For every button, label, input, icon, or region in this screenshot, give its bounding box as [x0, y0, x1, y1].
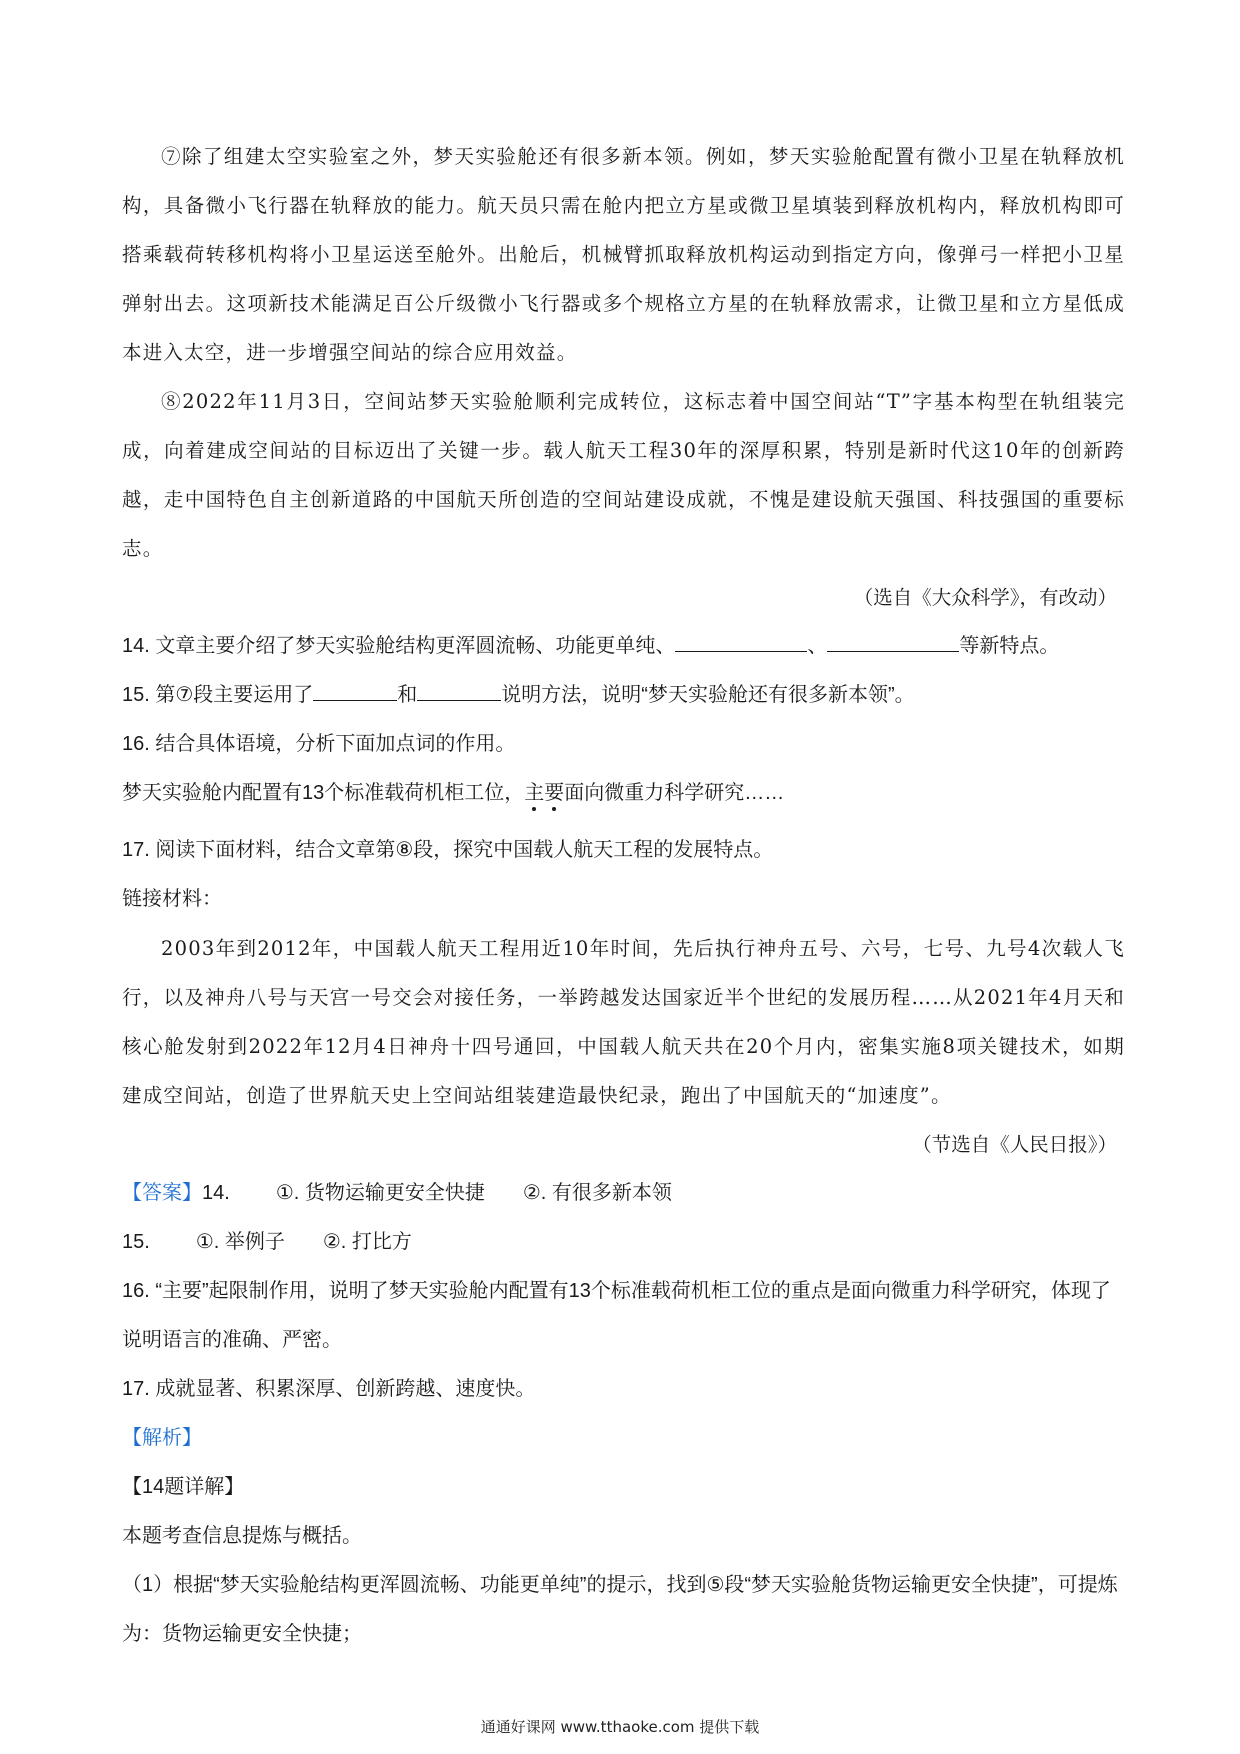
answer-blank-14-2 [827, 629, 959, 652]
dotted-char-1: 主 [524, 782, 545, 804]
answer-blank-14-1 [675, 629, 807, 652]
answer-blank-15-1 [313, 678, 397, 701]
question-16-quote [122, 769, 1125, 818]
answer-15 [122, 1218, 1125, 1267]
answer-15-item-2: ②. 打比方 [322, 1231, 412, 1253]
answer-15-num: 15. [122, 1231, 150, 1253]
link-material-label: 链接材料： [122, 888, 222, 910]
analysis-item-1: （1）根据“梦天实验舱结构更浑圆流畅、功能更单纯”的提示，找到⑤段“梦天实验舱货物运输更安全快捷”，可提炼为：货物运输更安全快捷； [122, 1574, 1118, 1645]
answer-17: 17. 成就显著、积累深厚、创新跨越、速度快。 [122, 1378, 536, 1400]
question-14-separator: 、 [807, 635, 828, 657]
quote-text-b: 面向微重力科学研究…… [564, 782, 785, 804]
answer-14-item-1: ①. 货物运输更安全快捷 [275, 1182, 485, 1204]
answer-blank-15-2 [417, 678, 501, 701]
page-footer: 通通好课网 www.tthaoke.com 提供下载 [480, 1718, 760, 1736]
question-15 [122, 671, 1125, 720]
question-17: 17. 阅读下面材料，结合文章第⑧段，探究中国载人航天工程的发展特点。 [122, 839, 774, 861]
paragraph-8: ⑧2022年11月3日，空间站梦天实验舱顺利完成转位，这标志着中国空间站“T”字基本构型在轨组装完成，向着建成空间站的目标迈出了关键一步。载人航天工程30年的深厚积累，特别是新时代这10年的创新跨越，走中国特色自主创新道路的中国航天所创造的空间站建设成就，不愧是建设航天强国、科技强国的重要标志。 [122, 390, 1125, 560]
article-source: （选自《大众科学》，有改动） [853, 586, 1117, 609]
analysis-heading-14: 【14题详解】 [122, 1476, 245, 1498]
question-15-text-mid: 和 [397, 684, 418, 706]
analysis-intro: 本题考查信息提炼与概括。 [122, 1525, 362, 1547]
answer-15-item-1: ①. 举例子 [195, 1231, 285, 1253]
paragraph-7: ⑦除了组建太空实验室之外，梦天实验舱还有很多新本领。例如，梦天实验舱配置有微小卫星在轨释放机构，具备微小飞行器在轨释放的能力。航天员只需在舱内把立方星或微卫星填装到释放机构内，释放机构即可搭乘载荷转移机构将小卫星运送至舱外。出舱后，机械臂抓取释放机构运动到指定方向，像弹弓一样把小卫星弹射出去。这项新技术能满足百公斤级微小飞行器或多个规格立方星的在轨释放需求，让微卫星和立方星低成本进入太空，进一步增强空间站的综合应用效益。 [122, 145, 1125, 364]
answer-14-item-2: ②. 有很多新本领 [522, 1182, 672, 1204]
answer-14-num: 14. [202, 1182, 230, 1204]
question-14-text-a: 14. 文章主要介绍了梦天实验舱结构更浑圆流畅、功能更单纯、 [122, 635, 676, 657]
link-material-source: （节选自《人民日报》） [912, 1133, 1117, 1156]
answer-tag: 【答案】 [122, 1182, 202, 1204]
dotted-char-2: 要 [544, 782, 565, 804]
question-14 [122, 622, 1125, 671]
question-16: 16. 结合具体语境，分析下面加点词的作用。 [122, 733, 516, 755]
answer-16: 16. “主要”起限制作用，说明了梦天实验舱内配置有13个标准载荷机柜工位的重点是面向微重力科学研究，体现了说明语言的准确、严密。 [122, 1280, 1111, 1351]
question-14-text-b: 等新特点。 [959, 635, 1060, 657]
answer-14 [122, 1169, 1125, 1218]
analysis-tag: 【解析】 [122, 1427, 202, 1449]
link-material-text: 2003年到2012年，中国载人航天工程用近10年时间，先后执行神舟五号、六号，七号、九号4次载人飞行，以及神舟八号与天宫一号交会对接任务，一举跨越发达国家近半个世纪的发展历程……从2021年4月天和核心舱发射到2022年12月4日神舟十四号通回，中国载人航天共在20个月内，密集实施8项关键技术，如期建成空间站，创造了世界航天史上空间站组装建造最快纪录，跑出了中国航天的“加速度”。 [122, 937, 1125, 1107]
quote-text-a: 梦天实验舱内配置有13个标准载荷机柜工位， [122, 782, 525, 804]
question-15-text-a: 15. 第⑦段主要运用了 [122, 684, 314, 706]
question-15-text-b: 说明方法，说明“梦天实验舱还有很多新本领”。 [501, 684, 915, 706]
